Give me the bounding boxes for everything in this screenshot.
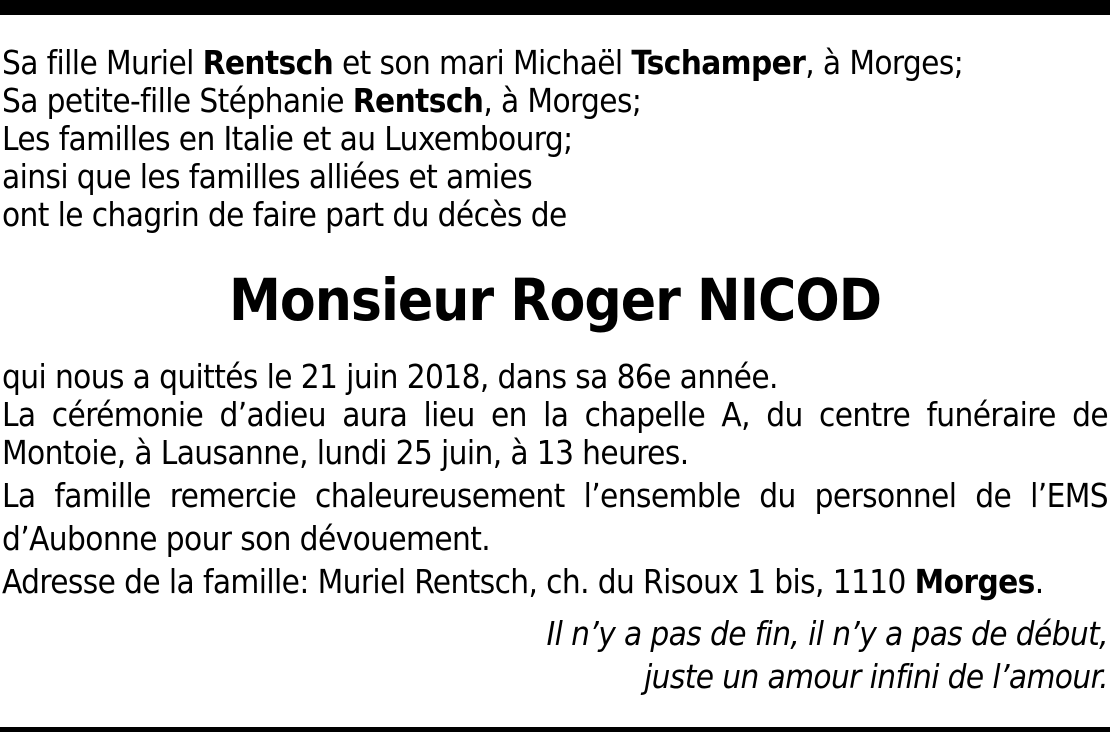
body-line-thanks-cont: d’Aubonne pour son dévouement. (2, 519, 491, 558)
quote-line-1: Il n’y a pas de fin, il n’y a pas de début, (546, 614, 1108, 653)
intro-text: Sa fille Muriel (2, 43, 203, 82)
intro-line-allies: ainsi que les familles alliées et amies (2, 157, 533, 196)
address-text: . (1034, 562, 1044, 601)
intro-text: , à Morges; (805, 43, 964, 82)
address-text: Adresse de la famille: Muriel Rentsch, ch. du Risoux 1 bis, 1110 (2, 562, 915, 601)
surname: Rentsch (352, 81, 484, 120)
intro-line-granddaughter (2, 82, 641, 120)
bottom-border-rule (0, 727, 1110, 732)
intro-line-daughter (2, 44, 963, 82)
address-city: Morges (914, 562, 1035, 601)
top-border-rule (0, 0, 1110, 15)
body-line-ceremony: La cérémonie d’adieu aura lieu en la chapelle A, du centre funéraire de (2, 395, 1108, 434)
intro-line-families: Les familles en Italie et au Luxembourg; (2, 119, 573, 158)
deceased-name-heading: Monsieur Roger NICOD (228, 266, 882, 334)
quote-line-2: juste un amour infini de l’amour. (643, 657, 1108, 696)
intro-text: et son mari Michaël (333, 43, 632, 82)
body-line-thanks: La famille remercie chaleureusement l’ensemble du personnel de l’EMS (2, 476, 1108, 515)
family-address-line (2, 563, 1044, 601)
intro-line-announcement: ont le chagrin de faire part du décès de (2, 195, 567, 234)
surname: Rentsch (202, 43, 334, 82)
body-line-ceremony-place: Montoie, à Lausanne, lundi 25 juin, à 13 heures. (2, 433, 689, 472)
body-line-date: qui nous a quittés le 21 juin 2018, dans sa 86e année. (2, 357, 778, 396)
intro-text: , à Morges; (483, 81, 642, 120)
intro-text: Sa petite-fille Stéphanie (2, 81, 353, 120)
surname: Tschamper (631, 43, 806, 82)
